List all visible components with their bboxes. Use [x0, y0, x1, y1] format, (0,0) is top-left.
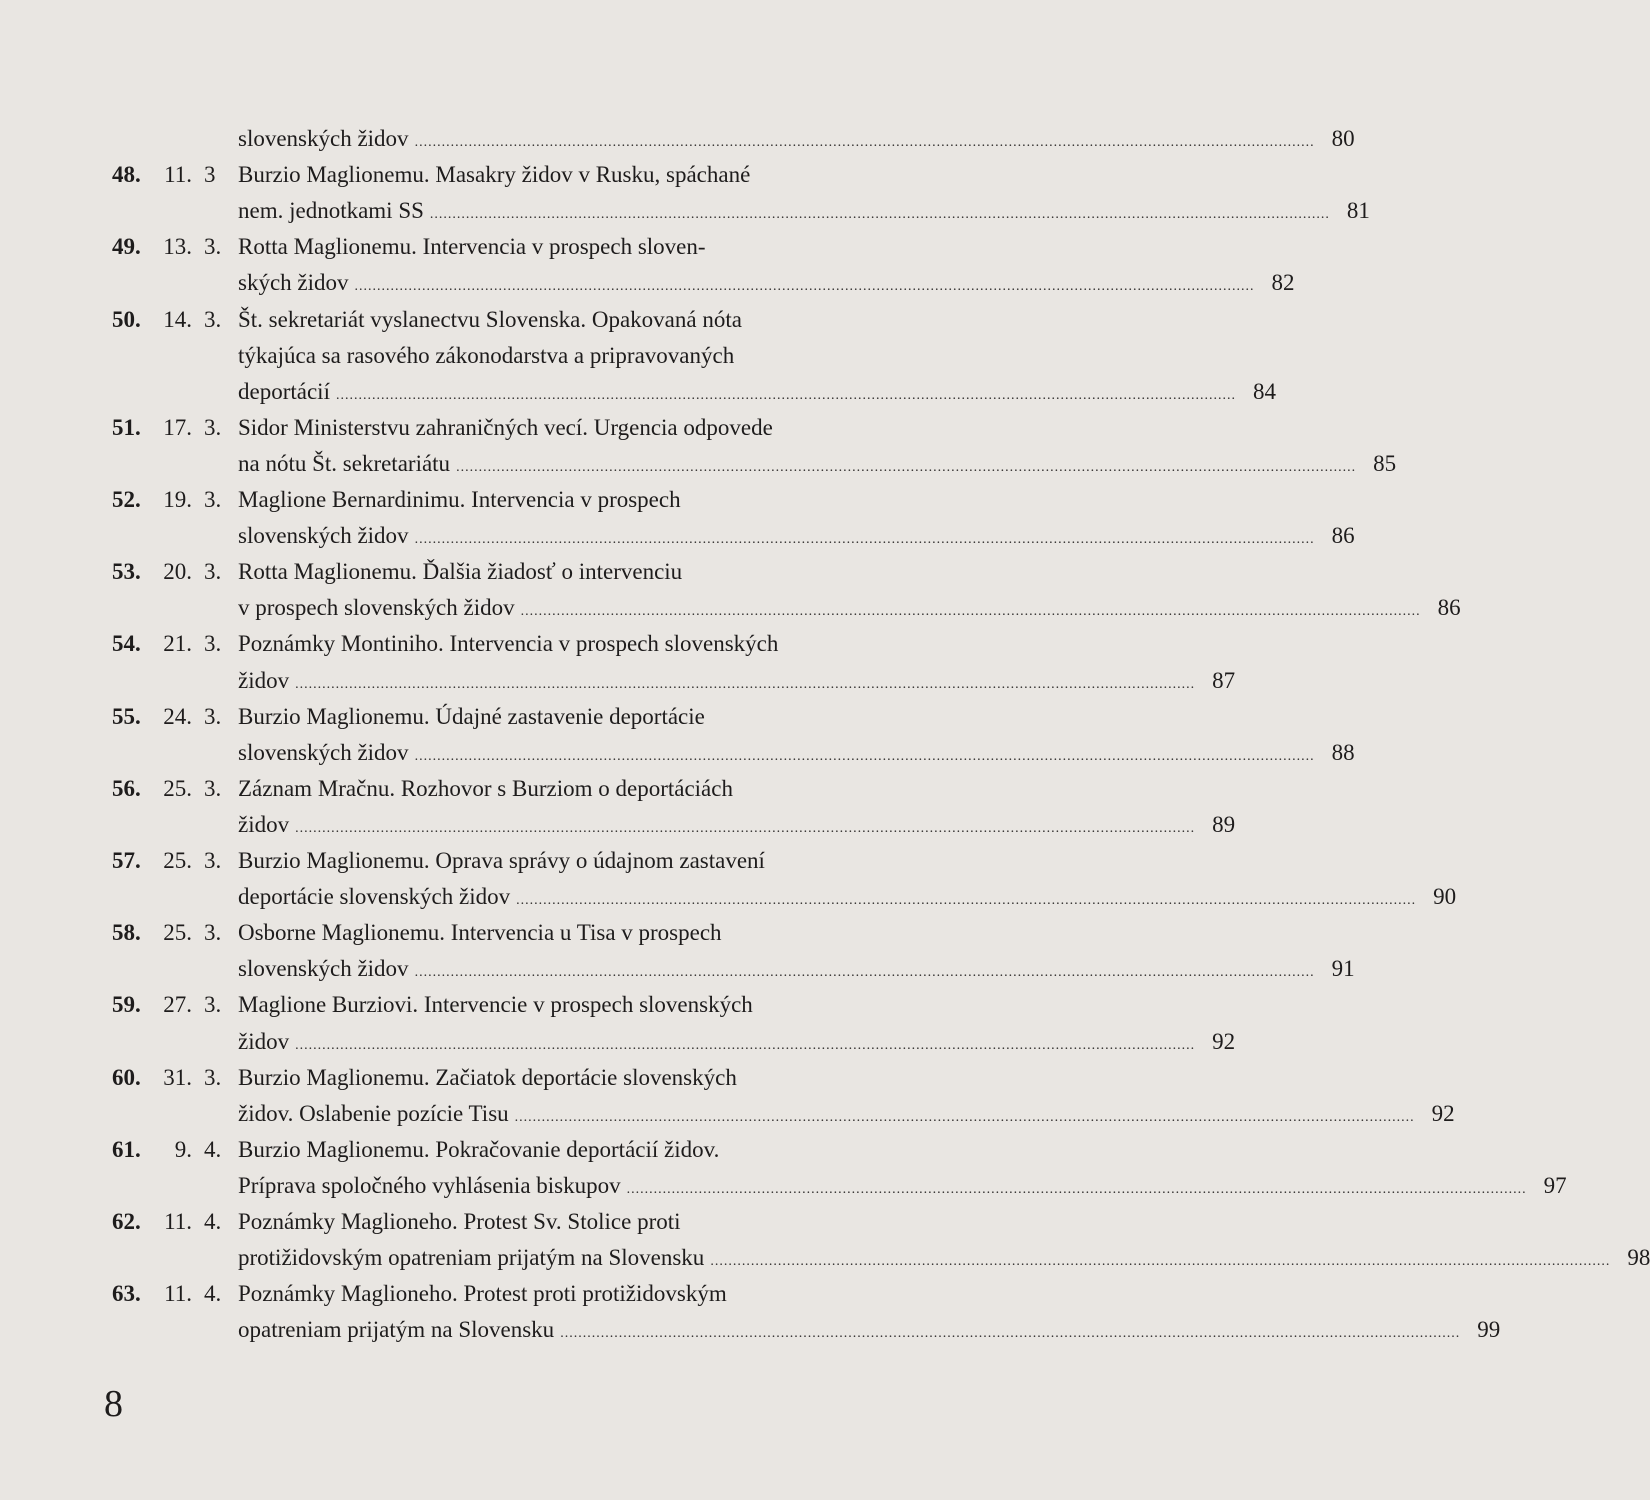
- entry-day: 25.: [163, 775, 192, 801]
- entry-title-text: Burzio Maglionemu. Masakry židov v Rusku, spáchané: [238, 162, 751, 188]
- continuation-line: [0, 122, 1355, 156]
- entry-day: 20.: [163, 559, 192, 585]
- entry-title-page: 97: [1543, 1172, 1567, 1198]
- entry-title-text: protižidovským opatreniam prijatým na Slovensku: [238, 1245, 705, 1271]
- dot-leader: ........................................................................................................................................................................................................: [456, 459, 1357, 475]
- entry-title-leader: [238, 375, 1276, 409]
- entry-title-text: v prospech slovenských židov: [238, 595, 515, 621]
- entry-month: 3.: [204, 775, 222, 801]
- dot-leader: ........................................................................................................................................................................................................: [295, 820, 1196, 836]
- entry-line: [0, 1313, 1501, 1347]
- entry-day: 11.: [164, 1209, 192, 1234]
- entry-title-leader: [238, 519, 1355, 553]
- entry-number: 63.: [112, 1281, 141, 1307]
- entry-title-text: Osborne Maglionemu. Intervencia u Tisa v prospech: [238, 920, 722, 946]
- entry-title-page: 89: [1212, 811, 1236, 837]
- entry-day: 19.: [163, 487, 192, 512]
- entry-number: 53.: [112, 559, 141, 585]
- entry-number: 50.: [112, 306, 141, 332]
- entry-title-page: 88: [1331, 739, 1355, 765]
- entry-number: 56.: [112, 775, 141, 801]
- entry-title-text: Poznámky Maglioneho. Protest Sv. Stolice proti: [238, 1209, 681, 1234]
- entry-line: [0, 1277, 1001, 1311]
- entry-line: [0, 1025, 1236, 1059]
- entry-line: [0, 1097, 1455, 1131]
- entry-title-page: 84: [1252, 378, 1276, 404]
- entry-line: [0, 844, 1001, 878]
- entry-line: [0, 664, 1236, 698]
- entry-month: 3.: [204, 848, 222, 873]
- entry-line: [0, 988, 1001, 1022]
- entry-number: 58.: [112, 920, 141, 946]
- dot-leader: ........................................................................................................................................................................................................: [354, 279, 1255, 295]
- entry-month: 3.: [204, 306, 222, 332]
- entry-title-leader: [238, 880, 1457, 914]
- entry-day: 17.: [163, 414, 192, 440]
- entry-month: 3.: [204, 487, 222, 512]
- dot-leader: ........................................................................................................................................................................................................: [295, 676, 1196, 692]
- entry-month: 3.: [204, 992, 222, 1018]
- entry-title-text: židov: [238, 1028, 290, 1054]
- entry-number: 61.: [112, 1136, 141, 1162]
- entry-month: 3.: [204, 703, 222, 729]
- entry-line: [0, 519, 1355, 553]
- entry-title-page: 92: [1212, 1028, 1236, 1054]
- entry-line: [0, 736, 1355, 770]
- entry-line: [0, 339, 1001, 373]
- entry-title-leader: [238, 1313, 1501, 1347]
- entry-number: 55.: [112, 703, 141, 729]
- entry-title-page: 99: [1477, 1317, 1501, 1343]
- entry-title-page: 91: [1331, 956, 1355, 982]
- dot-leader: ........................................................................................................................................................................................................: [514, 1109, 1415, 1125]
- dot-leader: ........................................................................................................................................................................................................: [414, 135, 1315, 150]
- dot-leader: ........................................................................................................................................................................................................: [429, 207, 1330, 223]
- entry-title-leader: [238, 1169, 1567, 1203]
- dot-leader: ........................................................................................................................................................................................................: [560, 1326, 1461, 1342]
- entry-title-text: židov. Oslabenie pozície Tisu: [238, 1100, 509, 1126]
- entry-title-leader: [238, 447, 1397, 481]
- entry-month: 3.: [204, 234, 222, 260]
- entry-title-page: 87: [1212, 667, 1236, 693]
- entry-line: [0, 627, 1001, 661]
- entry-title-text: nem. jednotkami SS: [238, 198, 424, 224]
- dot-leader: ........................................................................................................................................................................................................: [414, 532, 1315, 548]
- entry-title-text: Št. sekretariát vyslanectvu Slovenska. Opakovaná nóta: [238, 306, 742, 332]
- entry-title-text: židov: [238, 811, 290, 837]
- entry-day: 25.: [163, 920, 192, 946]
- entry-title-leader: [238, 194, 1370, 228]
- entry-title-page: 86: [1437, 595, 1461, 621]
- entry-title-text: Maglione Burziovi. Intervencie v prospech slovenských: [238, 992, 753, 1018]
- entry-day: 11.: [164, 162, 192, 188]
- entry-title-text: ských židov: [238, 270, 349, 296]
- entry-day: 9.: [174, 1136, 192, 1162]
- entry-title-leader: [238, 736, 1355, 770]
- entry-title-text: Príprava spoločného vyhlásenia biskupov: [238, 1172, 621, 1198]
- entry-title-page: 81: [1346, 198, 1370, 224]
- entry-line: [0, 1061, 1001, 1095]
- entry-line: [0, 194, 1370, 228]
- entry-number: 52.: [112, 487, 141, 512]
- entry-day: 14.: [163, 306, 192, 332]
- entry-day: 25.: [163, 848, 192, 873]
- entry-title-text: Záznam Mračnu. Rozhovor s Burziom o deportáciách: [238, 775, 733, 801]
- entry-title-leader: [238, 952, 1355, 986]
- entry-month: 3.: [204, 414, 222, 440]
- entry-day: 11.: [164, 1281, 192, 1307]
- entry-title-page: 98: [1627, 1245, 1650, 1271]
- continuation-page: 80: [1331, 126, 1355, 151]
- entry-title-text: Maglione Bernardinimu. Intervencia v prospech: [238, 487, 681, 512]
- entry-title-page: 86: [1331, 523, 1355, 549]
- continuation-text: slovenských židov: [238, 126, 409, 151]
- entry-number: 51.: [112, 414, 141, 440]
- entry-day: 13.: [163, 234, 192, 260]
- entry-title-text: opatreniam prijatým na Slovensku: [238, 1317, 555, 1343]
- entry-line: [0, 808, 1236, 842]
- entry-title-text: deportácie slovenských židov: [238, 884, 511, 910]
- entry-title-text: deportácií: [238, 378, 330, 404]
- dot-leader: ........................................................................................................................................................................................................: [626, 1181, 1527, 1197]
- entry-title-page: 90: [1433, 884, 1457, 910]
- entry-line: [0, 1169, 1567, 1203]
- entry-month: 3.: [204, 631, 222, 657]
- entry-month: 3.: [204, 1064, 222, 1090]
- entry-title-text: slovenských židov: [238, 956, 409, 982]
- entry-line: [0, 266, 1295, 300]
- entry-month: 4.: [204, 1136, 222, 1162]
- entry-line: [0, 1205, 1001, 1239]
- entry-line: [0, 158, 1001, 192]
- entry-line: [0, 411, 1001, 445]
- entry-number: 62.: [112, 1209, 141, 1234]
- entry-line: [0, 880, 1457, 914]
- entry-title-leader: [238, 808, 1236, 842]
- entry-title-leader: [238, 591, 1461, 625]
- entry-title-text: židov: [238, 667, 290, 693]
- entry-line: [0, 952, 1355, 986]
- dot-leader: ........................................................................................................................................................................................................: [414, 965, 1315, 981]
- entry-title-text: Sidor Ministerstvu zahraničných vecí. Urgencia odpovede: [238, 414, 773, 440]
- dot-leader: ........................................................................................................................................................................................................: [295, 1037, 1196, 1053]
- dot-leader: ........................................................................................................................................................................................................: [414, 748, 1315, 764]
- entry-title-text: na nótu Št. sekretariátu: [238, 450, 451, 476]
- entry-day: 31.: [163, 1064, 192, 1090]
- entry-month: 4.: [204, 1281, 222, 1307]
- entry-day: 24.: [163, 703, 192, 729]
- entry-number: 57.: [112, 848, 141, 873]
- entry-number: 49.: [112, 234, 141, 260]
- entry-line: [0, 700, 1001, 734]
- entry-title-text: slovenských židov: [238, 739, 409, 765]
- entry-title-text: Rotta Maglionemu. Ďalšia žiadosť o intervenciu: [238, 559, 683, 585]
- entry-title-text: Rotta Maglionemu. Intervencia v prospech sloven-: [238, 234, 706, 260]
- entry-line: [0, 1133, 1001, 1167]
- entry-title-text: Burzio Maglionemu. Začiatok deportácie slovenských: [238, 1064, 737, 1090]
- dot-leader: ........................................................................................................................................................................................................: [335, 387, 1236, 403]
- dot-leader: ........................................................................................................................................................................................................: [710, 1254, 1611, 1270]
- entry-line: [0, 772, 1001, 806]
- entry-title-text: Burzio Maglionemu. Oprava správy o údajnom zastavení: [238, 848, 765, 873]
- entry-number: 60.: [112, 1064, 141, 1090]
- entry-title-text: Burzio Maglionemu. Pokračovanie deportácií židov.: [238, 1136, 720, 1162]
- entry-title-page: 92: [1431, 1100, 1455, 1126]
- entry-line: [0, 303, 1001, 337]
- entry-line: [0, 483, 1001, 517]
- entry-line: [0, 375, 1276, 409]
- entry-month: 3.: [204, 920, 222, 946]
- entry-line: [0, 447, 1397, 481]
- entry-day: 21.: [163, 631, 192, 657]
- entry-line: [0, 1241, 1650, 1275]
- entry-title-text: Poznámky Maglioneho. Protest proti protižidovským: [238, 1281, 727, 1307]
- entry-number: 48.: [112, 162, 141, 188]
- dot-leader: ........................................................................................................................................................................................................: [516, 893, 1417, 909]
- continuation-leader: [238, 122, 1355, 156]
- entry-title-page: 85: [1373, 450, 1397, 476]
- entry-line: [0, 555, 1001, 589]
- entry-title-text: Poznámky Montiniho. Intervencia v prospech slovenských: [238, 631, 779, 657]
- entry-month: 4.: [204, 1209, 222, 1234]
- entry-line: [0, 916, 1001, 950]
- entry-title-leader: [238, 1097, 1455, 1131]
- page-number: 8: [104, 1383, 123, 1425]
- entry-number: 54.: [112, 631, 141, 657]
- entry-line: [0, 591, 1461, 625]
- entry-title-leader: [238, 266, 1295, 300]
- entry-title-text: slovenských židov: [238, 523, 409, 549]
- entry-title-leader: [238, 1025, 1236, 1059]
- entry-title-leader: [238, 1241, 1650, 1275]
- entry-day: 27.: [163, 992, 192, 1018]
- entry-title-text: týkajúca sa rasového zákonodarstva a pripravovaných: [238, 342, 735, 368]
- entry-month: 3.: [204, 559, 222, 585]
- entry-title-text: Burzio Maglionemu. Údajné zastavenie deportácie: [238, 703, 705, 729]
- entry-title-leader: [238, 664, 1236, 698]
- entry-month: 3: [204, 162, 216, 188]
- entry-number: 59.: [112, 992, 141, 1018]
- dot-leader: ........................................................................................................................................................................................................: [520, 604, 1421, 620]
- entry-title-page: 82: [1271, 270, 1295, 296]
- entry-line: [0, 230, 1001, 264]
